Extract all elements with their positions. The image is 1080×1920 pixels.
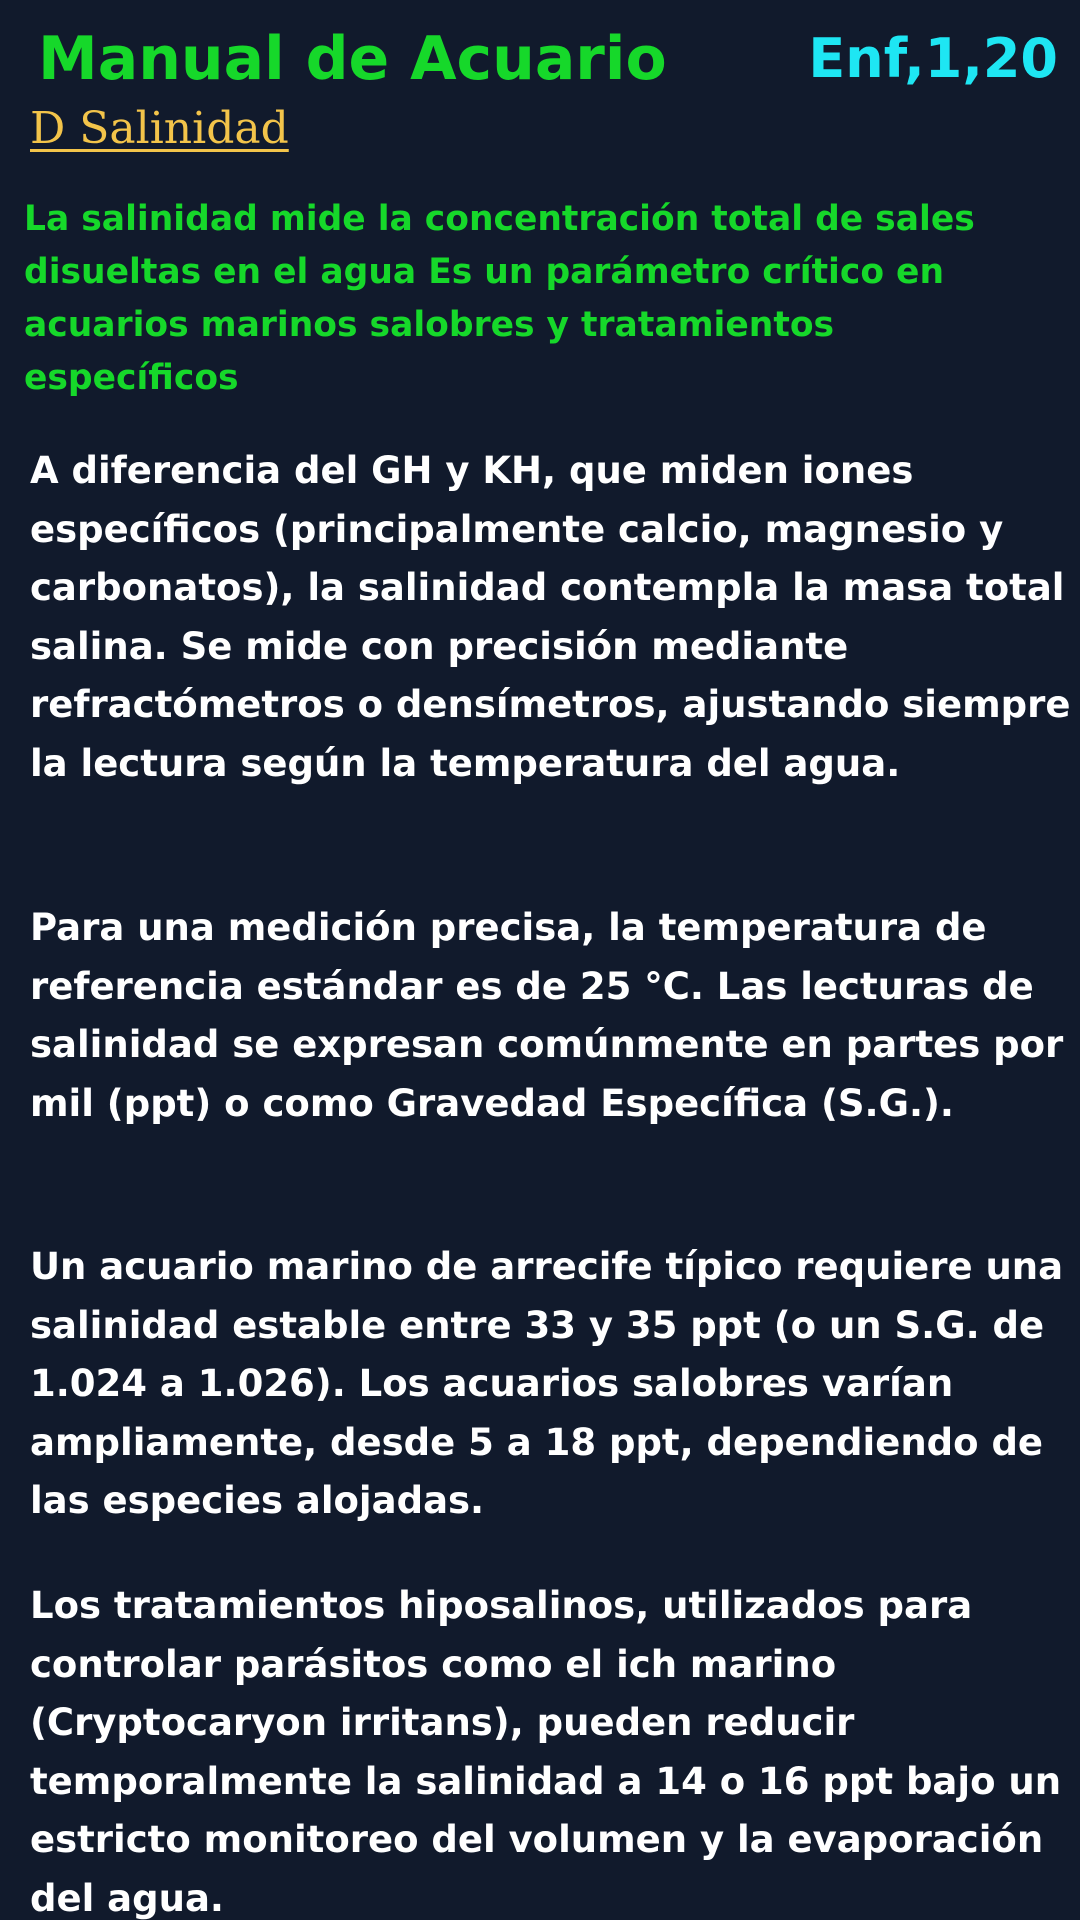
paragraph-hyposaline-treatment: Los tratamientos hiposalinos, utilizados para controlar parásitos como el ich marino (Cryptocaryon irritans), pueden reducir temporalmente la salinidad a 14 o 16 ppt bajo un estricto monitoreo del volumen y la evaporación del agua. (30, 1584, 1062, 1920)
chapter-code: Enf,1,20 (808, 27, 1058, 90)
manual-title: Manual de Acuario (38, 24, 667, 94)
intro-paragraph: La salinidad mide la concentración total de sales disueltas en el agua Es un parámetro crítico en acuarios marinos salobres y tratamientos específicos (24, 199, 975, 398)
paragraph-reef-salinity: Un acuario marino de arrecife típico requiere una salinidad estable entre 33 y 35 ppt (o un S.G. de 1.024 a 1.026). Los acuarios salobres varían ampliamente, desde 5 a 18 ppt, dependiendo de las especies alojadas. (30, 1245, 1064, 1522)
paragraph-measurement: A diferencia del GH y KH, que miden iones específicos (principalmente calcio, magnesio y carbonatos), la salinidad contempla la masa total salina. Se mide con precisión mediante refractómetros o densímetros, ajustando siempre la lectura según la temperatura del agua. (30, 449, 1071, 785)
section-heading: D Salinidad (30, 103, 289, 154)
paragraph-reference-temperature: Para una medición precisa, la temperatura de referencia estándar es de 25 °C. Las lecturas de salinidad se expresan comúnmente en partes por mil (ppt) o como Gravedad Específica (S.G.). (30, 906, 1064, 1125)
